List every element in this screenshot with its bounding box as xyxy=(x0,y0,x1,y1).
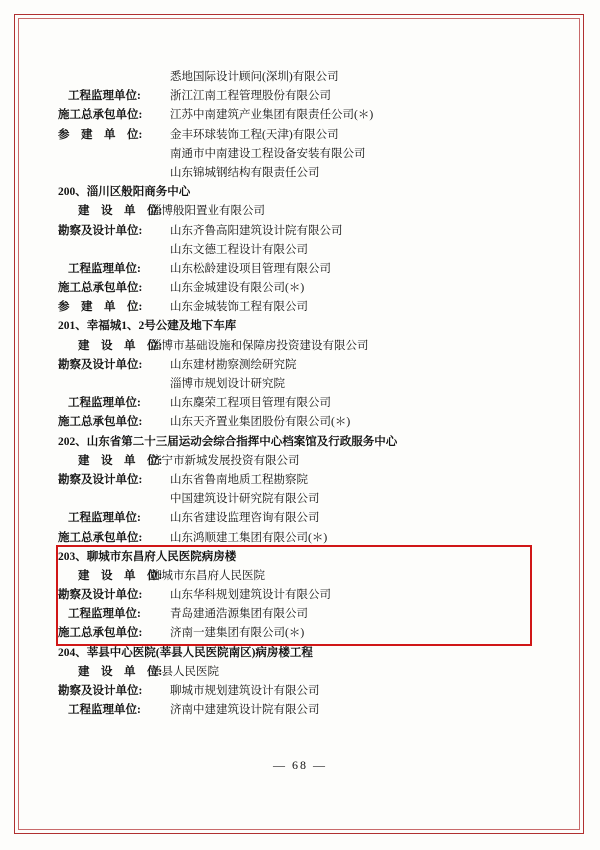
row-label: 建 设 单 位: xyxy=(78,454,163,467)
row-label: 工程监理单位: xyxy=(68,704,141,717)
entry-row xyxy=(58,260,548,279)
row-value: 浙江江南工程管理股份有限公司 xyxy=(170,90,331,103)
row-value-continued: 南通市中南建设工程设备安装有限公司 xyxy=(170,147,366,160)
entry-row xyxy=(58,375,548,394)
row-value: 淄博市基础设施和保障房投资建设有限公司 xyxy=(150,339,369,352)
row-label: 建 设 单 位: xyxy=(78,665,163,678)
entry-row xyxy=(58,586,548,605)
entry-row xyxy=(58,529,548,548)
row-value: 山东齐鲁高阳建筑设计院有限公司 xyxy=(170,224,343,237)
entry-row xyxy=(58,87,548,106)
row-value: 金丰环球装饰工程(天津)有限公司 xyxy=(170,128,339,141)
row-value: 济南一建集团有限公司(＊) xyxy=(170,627,305,640)
row-label: 参 建 单 位: xyxy=(58,128,143,141)
entry-row xyxy=(58,298,548,317)
entry-row xyxy=(58,605,548,624)
entry-row xyxy=(58,663,548,682)
entry-heading: 203、聊城市东昌府人民医院病房楼 xyxy=(58,550,237,563)
row-value-continued: 中国建筑设计研究院有限公司 xyxy=(170,493,320,506)
row-value: 青岛建通浩源集团有限公司 xyxy=(170,608,308,621)
entry-row xyxy=(58,356,548,375)
entry-row xyxy=(58,490,548,509)
entry-row xyxy=(58,394,548,413)
document-body xyxy=(58,68,548,720)
row-value: 山东鸿顺建工集团有限公司(＊) xyxy=(170,531,328,544)
row-value: 山东金城装饰工程有限公司 xyxy=(170,301,308,314)
row-label: 施工总承包单位: xyxy=(58,416,143,429)
row-label: 工程监理单位: xyxy=(68,397,141,410)
row-label: 勘察及设计单位: xyxy=(58,685,143,697)
row-label: 工程监理单位: xyxy=(68,262,141,275)
row-label: 参 建 单 位: xyxy=(58,301,143,314)
entry-row xyxy=(58,337,548,356)
row-value-continued: 山东锦城钢结构有限责任公司 xyxy=(170,166,320,179)
entry-heading: 204、莘县中心医院(莘县人民医院南区)病房楼工程 xyxy=(58,646,313,659)
row-label: 建 设 单 位: xyxy=(78,569,163,582)
row-value-continued: 淄博市规划设计研究院 xyxy=(170,378,285,390)
row-value: 山东麇荣工程项目管理有限公司 xyxy=(170,397,331,410)
entry-row xyxy=(58,471,548,490)
row-label: 工程监理单位: xyxy=(68,608,141,621)
row-value: 济南中建建筑设计院有限公司 xyxy=(170,704,320,717)
row-label: 勘察及设计单位: xyxy=(58,358,143,371)
entry-row xyxy=(58,241,548,260)
entry-row xyxy=(58,624,548,643)
entry-row xyxy=(58,413,548,432)
row-value: 聊城市规划建筑设计有限公司 xyxy=(170,685,320,697)
row-label: 勘察及设计单位: xyxy=(58,224,143,237)
row-label: 建 设 单 位: xyxy=(78,205,163,218)
entry-row xyxy=(58,682,548,701)
row-label: 施工总承包单位: xyxy=(58,627,143,640)
row-label: 工程监理单位: xyxy=(68,512,141,525)
row-value: 莘县人民医院 xyxy=(150,665,219,678)
row-value-continued: 山东文德工程设计有限公司 xyxy=(170,243,308,256)
entry-row xyxy=(58,701,548,720)
row-value: 山东省鲁南地质工程勘察院 xyxy=(170,473,308,486)
entry-row xyxy=(58,68,548,87)
row-value: 山东华科规划建筑设计有限公司 xyxy=(170,589,331,602)
row-value: 淄博般阳置业有限公司 xyxy=(150,205,265,218)
entry-heading: 202、山东省第二十三届运动会综合指挥中心档案馆及行政服务中心 xyxy=(58,435,398,448)
row-value: 山东建材勘察测绘研究院 xyxy=(170,358,297,371)
row-value: 山东天齐置业集团股份有限公司(＊) xyxy=(170,416,351,429)
row-value: 济宁市新城发展投资有限公司 xyxy=(150,454,300,467)
entry-row xyxy=(58,106,548,125)
entry-heading: 201、幸福城1、2号公建及地下车库 xyxy=(58,320,237,333)
row-label: 施工总承包单位: xyxy=(58,282,143,295)
entry-heading: 200、淄川区般阳商务中心 xyxy=(58,186,191,199)
entry-row xyxy=(58,126,548,145)
entry-row xyxy=(58,509,548,528)
entry-row xyxy=(58,145,548,164)
row-value: 山东金城建设有限公司(＊) xyxy=(170,282,305,295)
row-label: 勘察及设计单位: xyxy=(58,473,143,486)
row-label: 施工总承包单位: xyxy=(58,109,143,122)
row-value: 聊城市东昌府人民医院 xyxy=(150,569,265,582)
entry-row xyxy=(58,202,548,221)
row-label: 施工总承包单位: xyxy=(58,531,143,544)
entry-row xyxy=(58,164,548,183)
row-label: 勘察及设计单位: xyxy=(58,589,143,602)
row-label: 工程监理单位: xyxy=(68,90,141,103)
row-value: 江苏中南建筑产业集团有限责任公司(＊) xyxy=(170,109,374,122)
row-value: 山东省建设监理咨询有限公司 xyxy=(170,512,320,525)
row-value-continued: 悉地国际设计顾问(深圳)有限公司 xyxy=(170,71,339,83)
entry-row xyxy=(58,222,548,241)
row-label: 建 设 单 位: xyxy=(78,339,163,352)
page-number: — 68 — xyxy=(273,758,327,772)
row-value: 山东松龄建设项目管理有限公司 xyxy=(170,262,331,275)
entry-row xyxy=(58,452,548,471)
entry-row xyxy=(58,279,548,298)
entry-row xyxy=(58,567,548,586)
